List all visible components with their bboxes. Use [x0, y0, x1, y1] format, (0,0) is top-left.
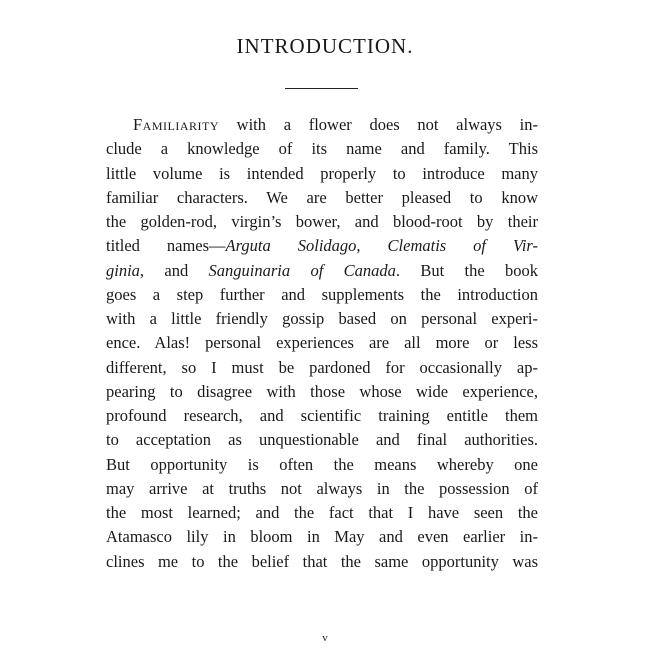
text-line [106, 259, 538, 283]
page-number: v [322, 632, 328, 644]
text-line: to acceptation as unquestionable and final authorities. [106, 430, 538, 450]
text-line: pearing to disagree with those whose wide experience, [106, 381, 538, 401]
text-line: the most learned; and the fact that I have seen the [106, 503, 538, 522]
text-segment: with a flower does not always in- [219, 115, 538, 134]
text-line: may arrive at truths not always in the possession of [106, 478, 538, 498]
text-line: different, so I must be pardoned for occasionally ap- [106, 357, 538, 377]
text-line: ence. Alas! personal experiences are all more or less [106, 333, 538, 353]
text-line: clude a knowledge of its name and family. This [106, 139, 538, 159]
text-segment: , and [139, 260, 209, 280]
text-line: clines me to the belief that the same opportunity was [106, 551, 538, 571]
text-line: the golden-rod, virgin’s bower, and blood-root by their [106, 212, 538, 231]
text-line: familiar characters. We are better pleased to know [106, 187, 538, 207]
text-line: profound research, and scientific training entitle them [106, 406, 538, 425]
drop-word: Familiarity [133, 115, 219, 134]
text-line [106, 234, 538, 258]
text-line: with a little friendly gossip based on personal experi- [106, 309, 538, 328]
text-segment [361, 236, 388, 255]
text-line: goes a step further and supplements the introduction [106, 284, 538, 304]
introduction-paragraph [106, 113, 538, 574]
page-title: INTRODUCTION. [236, 34, 414, 58]
text-segment: titled names— [106, 236, 226, 256]
text-line: little volume is intended properly to introduce many [106, 163, 538, 183]
text-line [106, 113, 538, 137]
title-divider [285, 88, 358, 89]
text-segment: . But the book [395, 260, 538, 280]
italic-latin-name: Arguta Solidago, [225, 236, 361, 256]
text-line: But opportunity is often the means whereby one [106, 454, 538, 474]
text-line: Atamasco lily in bloom in May and even earlier in- [106, 527, 538, 547]
italic-latin-name: ginia [106, 260, 140, 280]
italic-latin-name: Sanguinaria of Canada [208, 260, 396, 280]
italic-latin-name: Clematis of Vir- [387, 236, 539, 256]
